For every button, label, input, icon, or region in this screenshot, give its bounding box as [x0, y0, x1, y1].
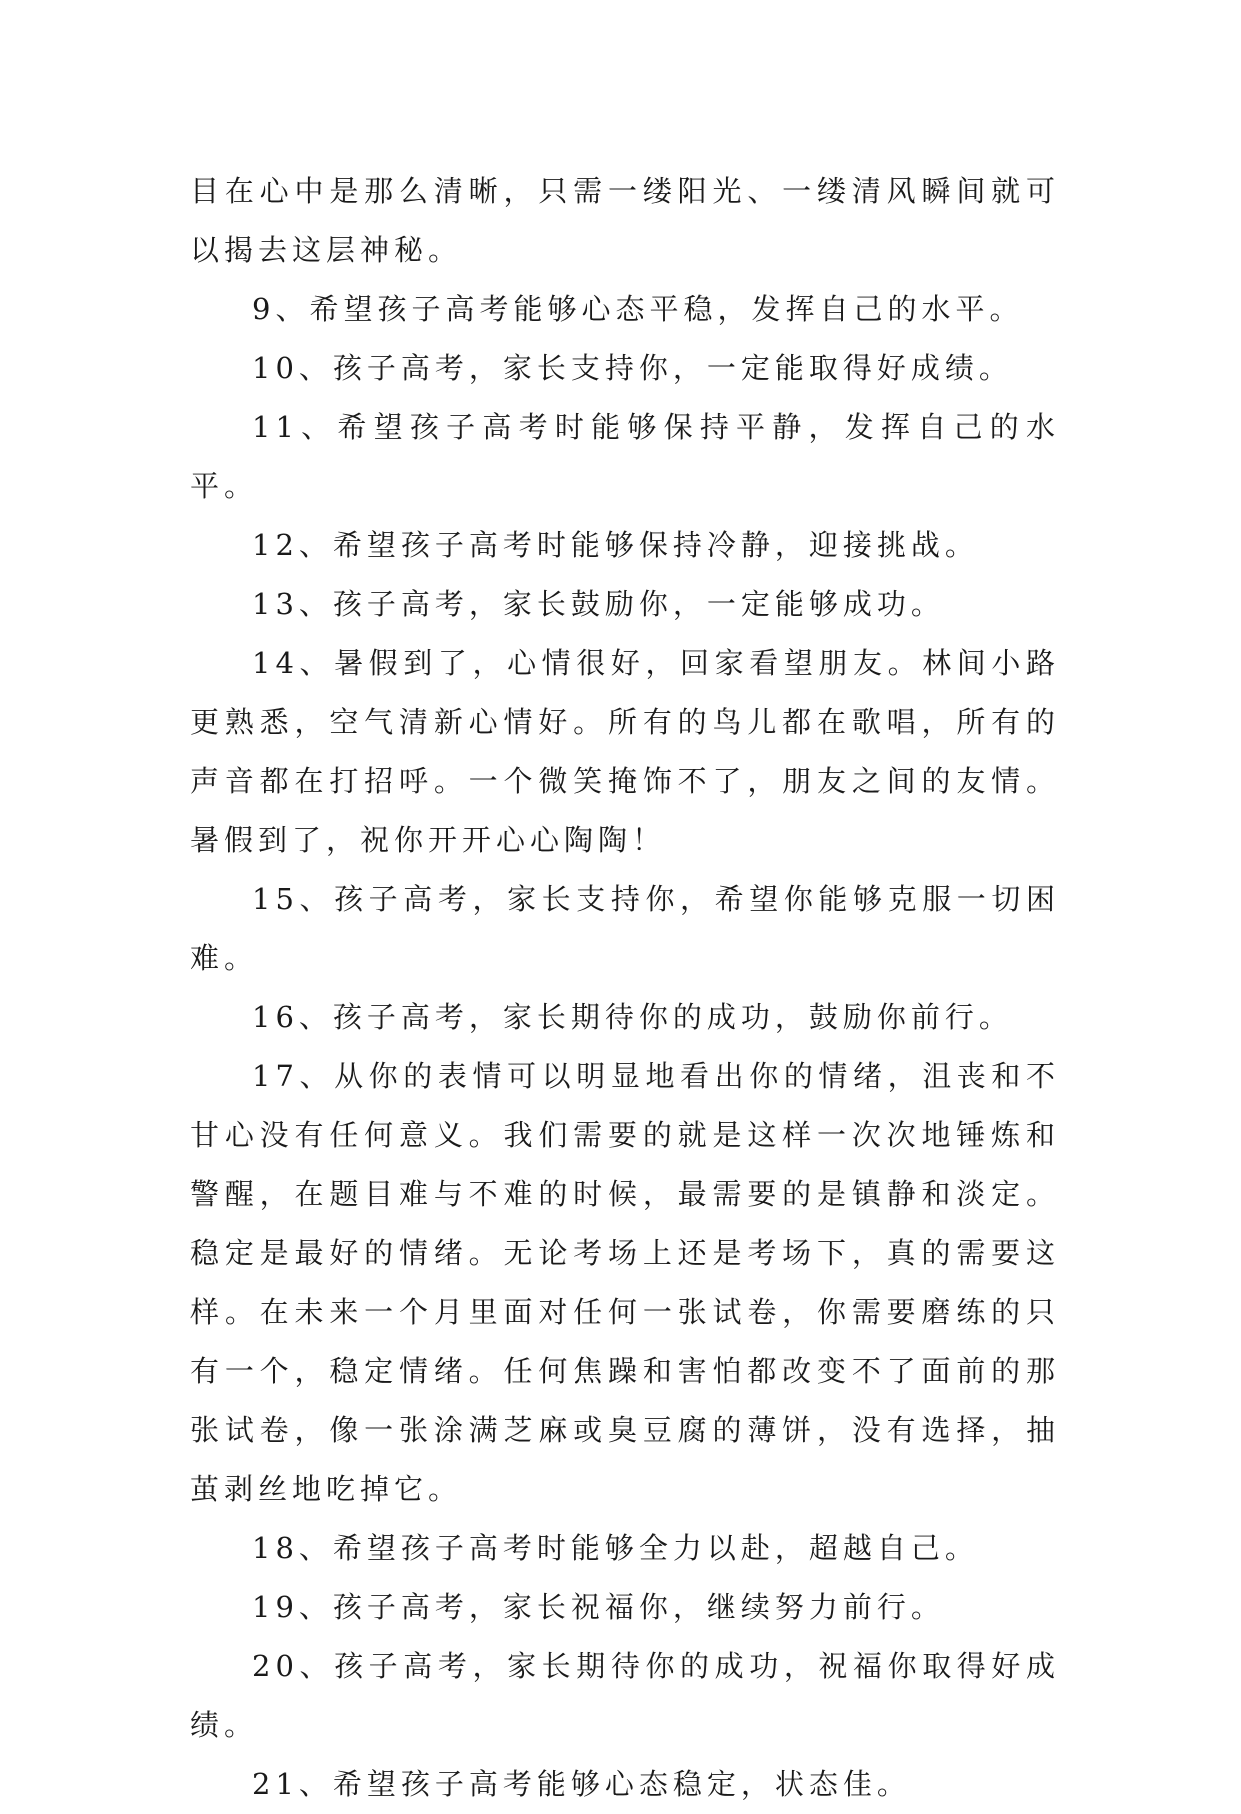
paragraph-item-9: 9、希望孩子高考能够心态平稳，发挥自己的水平。: [252, 292, 1024, 326]
document-body: [190, 162, 1060, 1814]
paragraph-item-18: 18、希望孩子高考时能够全力以赴，超越自己。: [252, 1531, 979, 1565]
paragraph-item-21: 21、希望孩子高考能够心态稳定，状态佳。: [252, 1767, 911, 1801]
paragraph-item-20: 20、孩子高考，家长期待你的成功，祝福你取得好成绩。: [190, 1649, 1060, 1742]
paragraph-continuation: 目在心中是那么清晰，只需一缕阳光、一缕清风瞬间就可以揭去这层神秘。: [190, 174, 1060, 267]
paragraph-item-12: 12、希望孩子高考时能够保持冷静，迎接挑战。: [252, 528, 979, 562]
paragraph-item-16: 16、孩子高考，家长期待你的成功，鼓励你前行。: [252, 1000, 1013, 1034]
paragraph-item-10: 10、孩子高考，家长支持你，一定能取得好成绩。: [252, 351, 1013, 385]
paragraph-item-15: 15、孩子高考，家长支持你，希望你能够克服一切困难。: [190, 882, 1060, 975]
paragraph-item-13: 13、孩子高考，家长鼓励你，一定能够成功。: [252, 587, 945, 621]
paragraph-item-17: 17、从你的表情可以明显地看出你的情绪，沮丧和不甘心没有任何意义。我们需要的就是这样一次次地锤炼和警醒，在题目难与不难的时候，最需要的是镇静和淡定。稳定是最好的情绪。无论考场上还是考场下，真的需要这样。在未来一个月里面对任何一张试卷，你需要磨练的只有一个，稳定情绪。任何焦躁和害怕都改变不了面前的那张试卷，像一张涂满芝麻或臭豆腐的薄饼，没有选择，抽茧剥丝地吃掉它。: [190, 1059, 1060, 1506]
paragraph-item-19: 19、孩子高考，家长祝福你，继续努力前行。: [252, 1590, 945, 1624]
paragraph-item-14: 14、暑假到了，心情很好，回家看望朋友。林间小路更熟悉，空气清新心情好。所有的鸟儿都在歌唱，所有的声音都在打招呼。一个微笑掩饰不了，朋友之间的友情。暑假到了，祝你开开心心陶陶！: [190, 646, 1060, 857]
paragraph-item-11: 11、希望孩子高考时能够保持平静，发挥自己的水平。: [190, 410, 1060, 503]
